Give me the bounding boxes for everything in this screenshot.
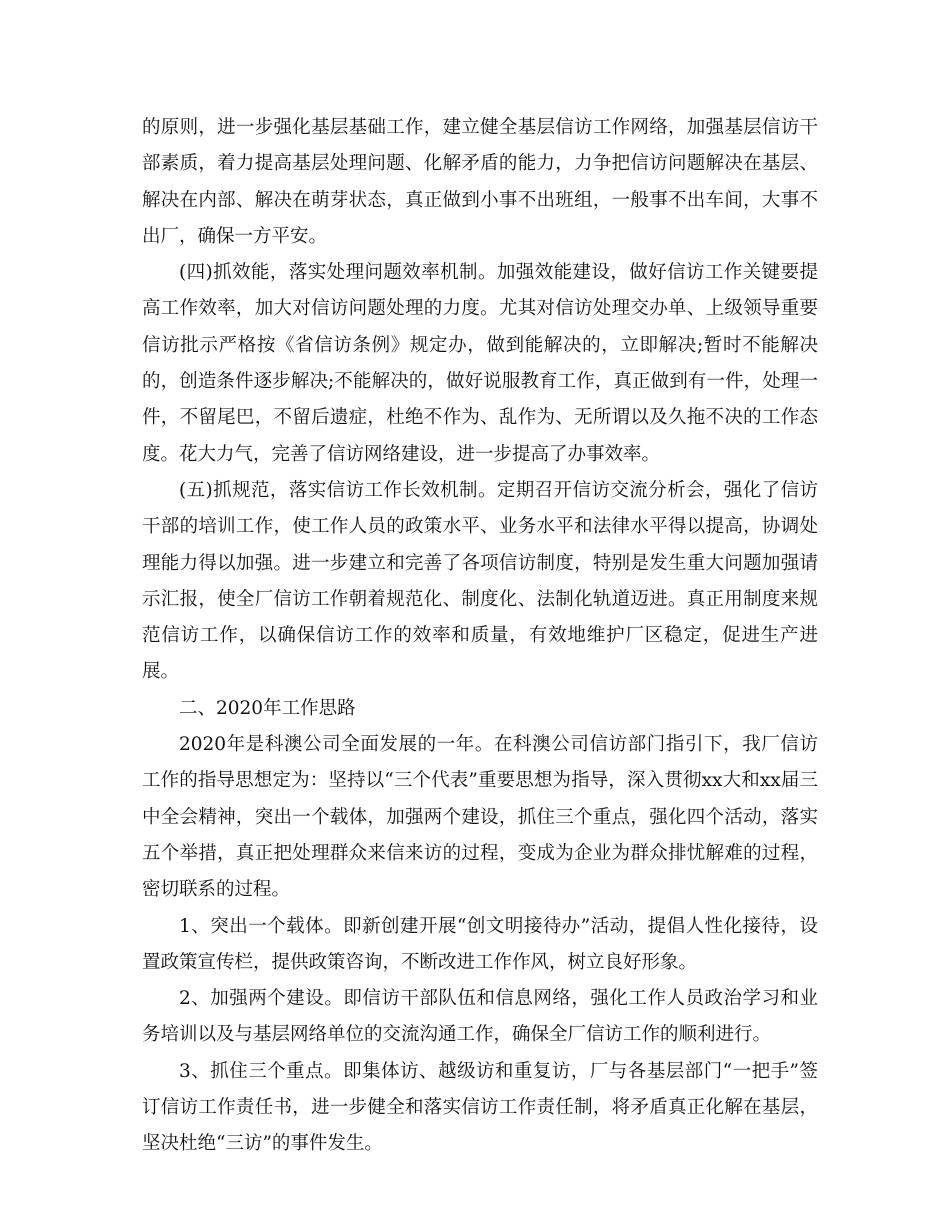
paragraph-item-1: 1、突出一个载体。即新创建开展“创文明接待办”活动，提倡人性化接待，设置政策宣传栏，提供政策咨询，不断改进工作作风，树立良好形象。 — [142, 915, 818, 973]
paragraph-efficiency-mechanism: (四)抓效能，落实处理问题效率机制。加强效能建设，做好信访工作关键要提高工作效率，加大对信访问题处理的力度。尤其对信访处理交办单、上级领导重要信访批示严格按《省信访条例》规定办，做到能解决的，立即解决;暂时不能解决的，创造条件逐步解决;不能解决的，做好说服教育工作，真正做到有一件，处理一件，不留尾巴，不留后遗症，杜绝不作为、乱作为、无所谓以及久拖不决的工作态度。花大力气，完善了信访网络建设，进一步提高了办事效率。 — [142, 262, 818, 465]
paragraph-item-2: 2、加强两个建设。即信访干部队伍和信息网络，强化工作人员政治学习和业务培训以及与基层网络单位的交流沟通工作，确保全厂信访工作的顺利进行。 — [142, 988, 818, 1046]
paragraph-continued-principle: 的原则，进一步强化基层基础工作，建立健全基层信访工作网络，加强基层信访干部素质，着力提高基层处理问题、化解矛盾的能力，力争把信访问题解决在基层、解决在内部、解决在萌芽状态，真正做到小事不出班组，一般事不出车间，大事不出厂，确保一方平安。 — [142, 117, 818, 247]
document-body — [142, 110, 818, 1163]
paragraph-item-3: 3、抓住三个重点。即集体访、越级访和重复访，厂与各基层部门“一把手”签订信访工作责任书，进一步健全和落实信访工作责任制，将矛盾真正化解在基层，坚决杜绝“三访”的事件发生。 — [142, 1060, 818, 1155]
paragraph-guiding-thought: 2020年是科澳公司全面发展的一年。在科澳公司信访部门指引下，我厂信访工作的指导思想定为：坚持以“三个代表”重要思想为指导，深入贯彻xx大和xx届三中全会精神，突出一个载体，加强两个建设，抓住三个重点，强化四个活动，落实五个举措，真正把处理群众来信来访的过程，变成为企业为群众排忧解难的过程，密切联系的过程。 — [142, 734, 818, 901]
paragraph-standardization-mechanism: (五)抓规范，落实信访工作长效机制。定期召开信访交流分析会，强化了信访干部的培训工作，使工作人员的政策水平、业务水平和法律水平得以提高，协调处理能力得以加强。进一步建立和完善了各项信访制度，特别是发生重大问题加强请示汇报，使全厂信访工作朝着规范化、制度化、法制化轨道迈进。真正用制度来规范信访工作，以确保信访工作的效率和质量，有效地维护厂区稳定，促进生产进展。 — [142, 479, 818, 683]
section-heading-work-plan: 二、2020年工作思路 — [179, 697, 356, 719]
